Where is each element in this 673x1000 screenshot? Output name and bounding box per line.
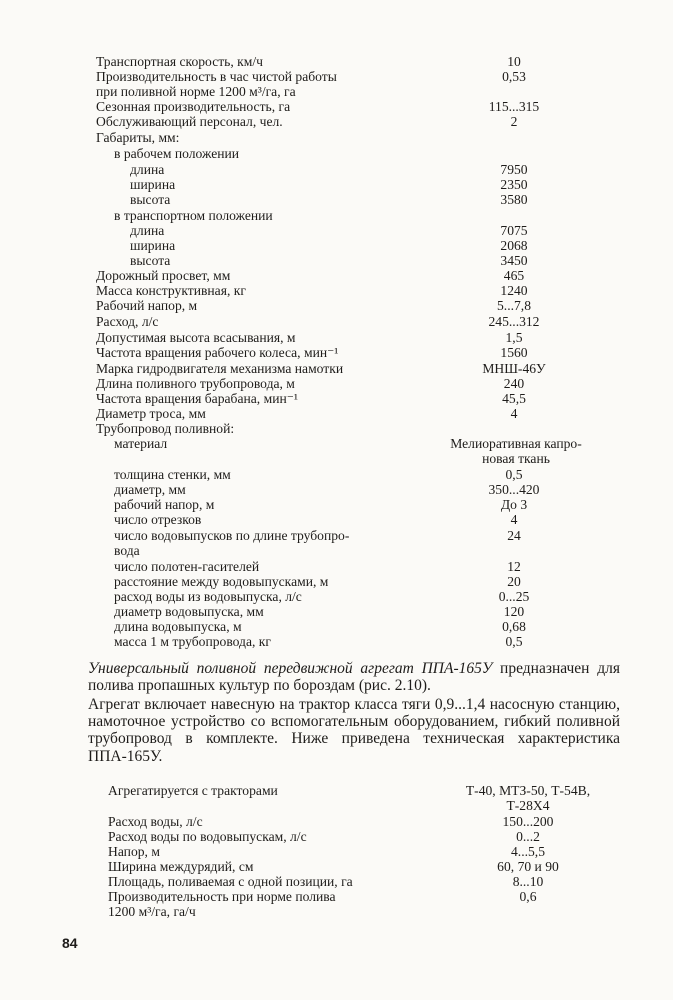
paragraph-description: Агрегат включает навесную на трактор класса тяги 0,9...1,4 насосную станцию, намоточное устройство со вспомогательным оборудованием, гибкий поливной трубопровод в комплекте. Ниже приведена техническая характеристика ППА-165У. [88,696,620,765]
paragraph-intro-rest: предназначен для полива пропашных культур по бороздам (рис. 2.10). [88,660,620,695]
page-number: 84 [62,935,78,951]
paragraph-intro [88,660,620,694]
paragraph-intro-italic: Универсальный поливной передвижной агрегат ППА-165У [88,660,493,677]
